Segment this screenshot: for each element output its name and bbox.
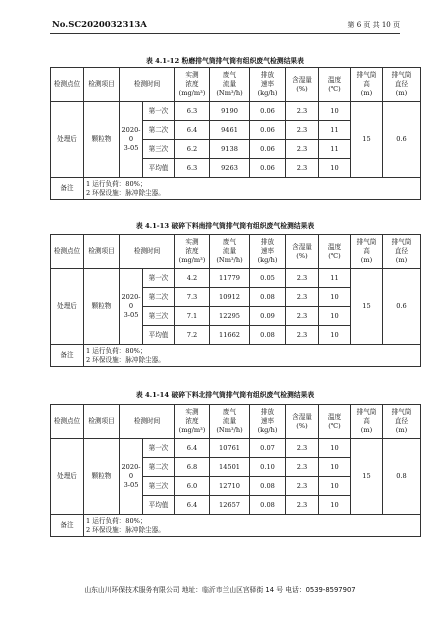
- header-text-line: (Nm³/h): [216, 89, 243, 97]
- header-text-line: (℃): [328, 251, 341, 260]
- temperature-value: 10: [319, 496, 351, 515]
- table-row: [51, 439, 421, 458]
- header-stack-diameter: [383, 68, 421, 102]
- header-divider: [50, 33, 400, 34]
- location-cell: 处理后: [51, 439, 84, 515]
- concentration-value: 6.3: [175, 102, 210, 121]
- notes-content: [84, 178, 421, 200]
- notes-row: [51, 178, 421, 200]
- concentration-value: 6.4: [175, 496, 210, 515]
- header-point: 检测点位: [51, 405, 84, 439]
- header-text-line: 2020-0: [121, 463, 141, 480]
- date-cell: [120, 439, 143, 515]
- table-title: 表 4.1-12 粉磨排气筒排气筒有组织废气检测结果表: [146, 57, 304, 65]
- header-text-line: 废气: [222, 71, 237, 79]
- flow-value: 12657: [210, 496, 250, 515]
- header-text-line: (kg/h): [257, 89, 278, 97]
- flow-value: 9461: [210, 121, 250, 140]
- concentration-value: 4.2: [175, 269, 210, 288]
- rate-value: 0.10: [250, 458, 286, 477]
- header-text-line: (mg/m³): [178, 89, 206, 97]
- rate-value: 0.09: [250, 307, 286, 326]
- header-text-line: 直径: [394, 247, 409, 255]
- header-text-line: 排放: [260, 238, 275, 246]
- header-text-line: (%): [296, 421, 308, 430]
- humidity-value: 2.3: [286, 159, 319, 178]
- stack-height-value: 15: [351, 439, 383, 515]
- run-label: 第三次: [143, 140, 175, 159]
- item-cell: 颗粒物: [84, 269, 120, 345]
- header-text-line: 排气筒: [356, 408, 377, 416]
- header-text-line: (m): [395, 89, 408, 97]
- rate-value: 0.07: [250, 439, 286, 458]
- run-label: 第三次: [143, 307, 175, 326]
- header-humidity: [286, 68, 319, 102]
- header-text-line: (m): [360, 89, 373, 97]
- header-text-line: 废气: [222, 238, 237, 246]
- concentration-value: 7.2: [175, 326, 210, 345]
- header-time: 检测时间: [120, 235, 175, 269]
- run-label: 第一次: [143, 102, 175, 121]
- header-text-line: 浓度: [185, 247, 199, 255]
- concentration-value: 6.3: [175, 159, 210, 178]
- header-text-line: (Nm³/h): [216, 426, 243, 434]
- notes-content: [84, 515, 421, 537]
- item-cell: 颗粒物: [84, 439, 120, 515]
- header-rate: [250, 235, 286, 269]
- header-text-line: 高: [363, 417, 370, 425]
- header-temperature: [319, 405, 351, 439]
- header-text-line: 排气筒: [391, 238, 412, 246]
- humidity-value: 2.3: [286, 307, 319, 326]
- run-label: 第一次: [143, 269, 175, 288]
- note-line: 2 环保设施：脉冲除尘器。: [86, 525, 165, 534]
- header-flow: [210, 405, 250, 439]
- header-text-line: 含湿量: [292, 75, 312, 84]
- header-text-line: 排气筒: [391, 71, 412, 79]
- flow-value: 9138: [210, 140, 250, 159]
- run-label: 第二次: [143, 121, 175, 140]
- header-text-line: 浓度: [185, 417, 199, 425]
- concentration-value: 6.4: [175, 439, 210, 458]
- header-concentration: [175, 235, 210, 269]
- humidity-value: 2.3: [286, 140, 319, 159]
- header-text-line: 排气筒: [356, 238, 377, 246]
- page-indicator: 第 6 页 共 10 页: [347, 21, 400, 29]
- header-item: 检测项目: [84, 68, 120, 102]
- header-text-line: (m): [360, 426, 373, 434]
- run-label: 平均值: [143, 326, 175, 345]
- temperature-value: 10: [319, 159, 351, 178]
- header-point: 检测点位: [51, 68, 84, 102]
- temperature-value: 11: [319, 269, 351, 288]
- header-text-line: 直径: [394, 80, 409, 88]
- header-text-line: (%): [296, 251, 308, 260]
- header-text-line: (m): [395, 426, 408, 434]
- stack-diameter-value: 0.6: [383, 269, 421, 345]
- header-text-line: (℃): [328, 421, 341, 430]
- temperature-value: 10: [319, 326, 351, 345]
- header-text-line: (mg/m³): [178, 256, 206, 264]
- humidity-value: 2.3: [286, 439, 319, 458]
- humidity-value: 2.3: [286, 496, 319, 515]
- header-stack-height: [351, 68, 383, 102]
- location-cell: 处理后: [51, 269, 84, 345]
- humidity-value: 2.3: [286, 326, 319, 345]
- header-text-line: (m): [360, 256, 373, 264]
- humidity-value: 2.3: [286, 102, 319, 121]
- humidity-value: 2.3: [286, 269, 319, 288]
- header-text-line: (kg/h): [257, 426, 278, 434]
- rate-value: 0.05: [250, 269, 286, 288]
- header-text-line: 实测: [185, 238, 199, 246]
- temperature-value: 10: [319, 102, 351, 121]
- header-text-line: 浓度: [185, 80, 199, 88]
- run-label: 第一次: [143, 439, 175, 458]
- flow-value: 10761: [210, 439, 250, 458]
- humidity-value: 2.3: [286, 477, 319, 496]
- flow-value: 14501: [210, 458, 250, 477]
- table-header-row: [51, 235, 421, 269]
- stack-height-value: 15: [351, 102, 383, 178]
- header-text-line: 速率: [260, 80, 275, 88]
- header-text-line: (℃): [328, 84, 341, 93]
- run-label: 平均值: [143, 496, 175, 515]
- header-text-line: 温度: [327, 242, 342, 251]
- header-concentration: [175, 68, 210, 102]
- rate-value: 0.06: [250, 159, 286, 178]
- header-text-line: 3-05: [123, 311, 139, 319]
- header-stack-diameter: [383, 235, 421, 269]
- rate-value: 0.08: [250, 326, 286, 345]
- table-row: [51, 102, 421, 121]
- temperature-value: 11: [319, 121, 351, 140]
- header-stack-diameter: [383, 405, 421, 439]
- table-header-row: [51, 405, 421, 439]
- page-header: [52, 20, 400, 34]
- rate-value: 0.06: [250, 140, 286, 159]
- temperature-value: 10: [319, 307, 351, 326]
- emission-results-table: [50, 404, 421, 537]
- stack-height-value: 15: [351, 269, 383, 345]
- notes-content: [84, 345, 421, 367]
- header-stack-height: [351, 405, 383, 439]
- flow-value: 9263: [210, 159, 250, 178]
- concentration-value: 6.4: [175, 121, 210, 140]
- header-text-line: 速率: [260, 417, 275, 425]
- rate-value: 0.08: [250, 288, 286, 307]
- flow-value: 12710: [210, 477, 250, 496]
- header-item: 检测项目: [84, 235, 120, 269]
- rate-value: 0.06: [250, 121, 286, 140]
- header-text-line: 排气筒: [356, 71, 377, 79]
- header-temperature: [319, 68, 351, 102]
- concentration-value: 7.1: [175, 307, 210, 326]
- header-point: 检测点位: [51, 235, 84, 269]
- header-text-line: 实测: [185, 71, 199, 79]
- header-text-line: 速率: [260, 247, 275, 255]
- header-concentration: [175, 405, 210, 439]
- table-title: 表 4.1-13 破碎下料南排气筒排气筒有组织废气检测结果表: [135, 222, 315, 230]
- header-text-line: 温度: [327, 412, 342, 421]
- humidity-value: 2.3: [286, 458, 319, 477]
- stack-diameter-value: 0.6: [383, 102, 421, 178]
- header-text-line: 2020-0: [121, 293, 141, 310]
- header-text-line: 排气筒: [391, 408, 412, 416]
- temperature-value: 10: [319, 439, 351, 458]
- page-footer: 山东山川环保技术服务有限公司 地址：临沂市兰山区宫驿街 14 号 电话：0539-8597907: [84, 586, 356, 594]
- flow-value: 9190: [210, 102, 250, 121]
- rate-value: 0.06: [250, 102, 286, 121]
- run-label: 第二次: [143, 288, 175, 307]
- temperature-value: 10: [319, 477, 351, 496]
- notes-label: 备注: [51, 178, 84, 200]
- humidity-value: 2.3: [286, 288, 319, 307]
- header-rate: [250, 68, 286, 102]
- notes-label: 备注: [51, 515, 84, 537]
- header-text-line: (kg/h): [257, 256, 278, 264]
- header-temperature: [319, 235, 351, 269]
- location-cell: 处理后: [51, 102, 84, 178]
- header-humidity: [286, 405, 319, 439]
- header-text-line: 实测: [185, 408, 199, 416]
- header-text-line: 废气: [222, 408, 237, 416]
- temperature-value: 10: [319, 288, 351, 307]
- flow-value: 12295: [210, 307, 250, 326]
- flow-value: 11662: [210, 326, 250, 345]
- notes-row: [51, 515, 421, 537]
- header-text-line: 含湿量: [292, 242, 312, 251]
- date-cell: [120, 269, 143, 345]
- rate-value: 0.08: [250, 496, 286, 515]
- header-humidity: [286, 235, 319, 269]
- note-line: 1 运行负荷：80%；: [86, 517, 147, 525]
- flow-value: 11779: [210, 269, 250, 288]
- humidity-value: 2.3: [286, 121, 319, 140]
- header-text-line: (m): [395, 256, 408, 264]
- table-row: [51, 269, 421, 288]
- date-cell: [120, 102, 143, 178]
- notes-label: 备注: [51, 345, 84, 367]
- table-title: 表 4.1-14 破碎下料北排气筒排气筒有组织废气检测结果表: [135, 391, 315, 399]
- header-text-line: 高: [363, 247, 370, 255]
- header-text-line: 排放: [260, 408, 275, 416]
- emission-results-table: [50, 234, 421, 367]
- table-header-row: [51, 68, 421, 102]
- note-line: 1 运行负荷：80%；: [86, 347, 147, 355]
- report-number: No.SC2020032313A: [52, 20, 147, 30]
- note-line: 2 环保设施：脉冲除尘器。: [86, 188, 165, 197]
- concentration-value: 7.3: [175, 288, 210, 307]
- header-item: 检测项目: [84, 405, 120, 439]
- header-text-line: 高: [363, 80, 370, 88]
- header-text-line: (%): [296, 84, 308, 93]
- header-text-line: 3-05: [123, 481, 139, 489]
- run-label: 第二次: [143, 458, 175, 477]
- run-label: 平均值: [143, 159, 175, 178]
- emission-results-table: [50, 67, 421, 200]
- temperature-value: 11: [319, 140, 351, 159]
- rate-value: 0.08: [250, 477, 286, 496]
- header-text-line: (Nm³/h): [216, 256, 243, 264]
- concentration-value: 6.8: [175, 458, 210, 477]
- concentration-value: 6.0: [175, 477, 210, 496]
- header-text-line: 3-05: [123, 144, 139, 152]
- header-text-line: (mg/m³): [178, 426, 206, 434]
- note-line: 2 环保设施：脉冲除尘器。: [86, 355, 165, 364]
- header-text-line: 直径: [394, 417, 409, 425]
- flow-value: 10912: [210, 288, 250, 307]
- item-cell: 颗粒物: [84, 102, 120, 178]
- temperature-value: 10: [319, 458, 351, 477]
- header-flow: [210, 68, 250, 102]
- header-text-line: 流量: [222, 80, 237, 88]
- header-rate: [250, 405, 286, 439]
- header-text-line: 流量: [222, 417, 237, 425]
- header-time: 检测时间: [120, 68, 175, 102]
- header-flow: [210, 235, 250, 269]
- header-text-line: 排放: [260, 71, 275, 79]
- concentration-value: 6.2: [175, 140, 210, 159]
- header-time: 检测时间: [120, 405, 175, 439]
- header-stack-height: [351, 235, 383, 269]
- header-text-line: 流量: [222, 247, 237, 255]
- note-line: 1 运行负荷：80%；: [86, 180, 147, 188]
- notes-row: [51, 345, 421, 367]
- header-text-line: 2020-0: [121, 126, 141, 143]
- header-text-line: 含湿量: [292, 412, 312, 421]
- stack-diameter-value: 0.8: [383, 439, 421, 515]
- run-label: 第三次: [143, 477, 175, 496]
- header-text-line: 温度: [327, 75, 342, 84]
